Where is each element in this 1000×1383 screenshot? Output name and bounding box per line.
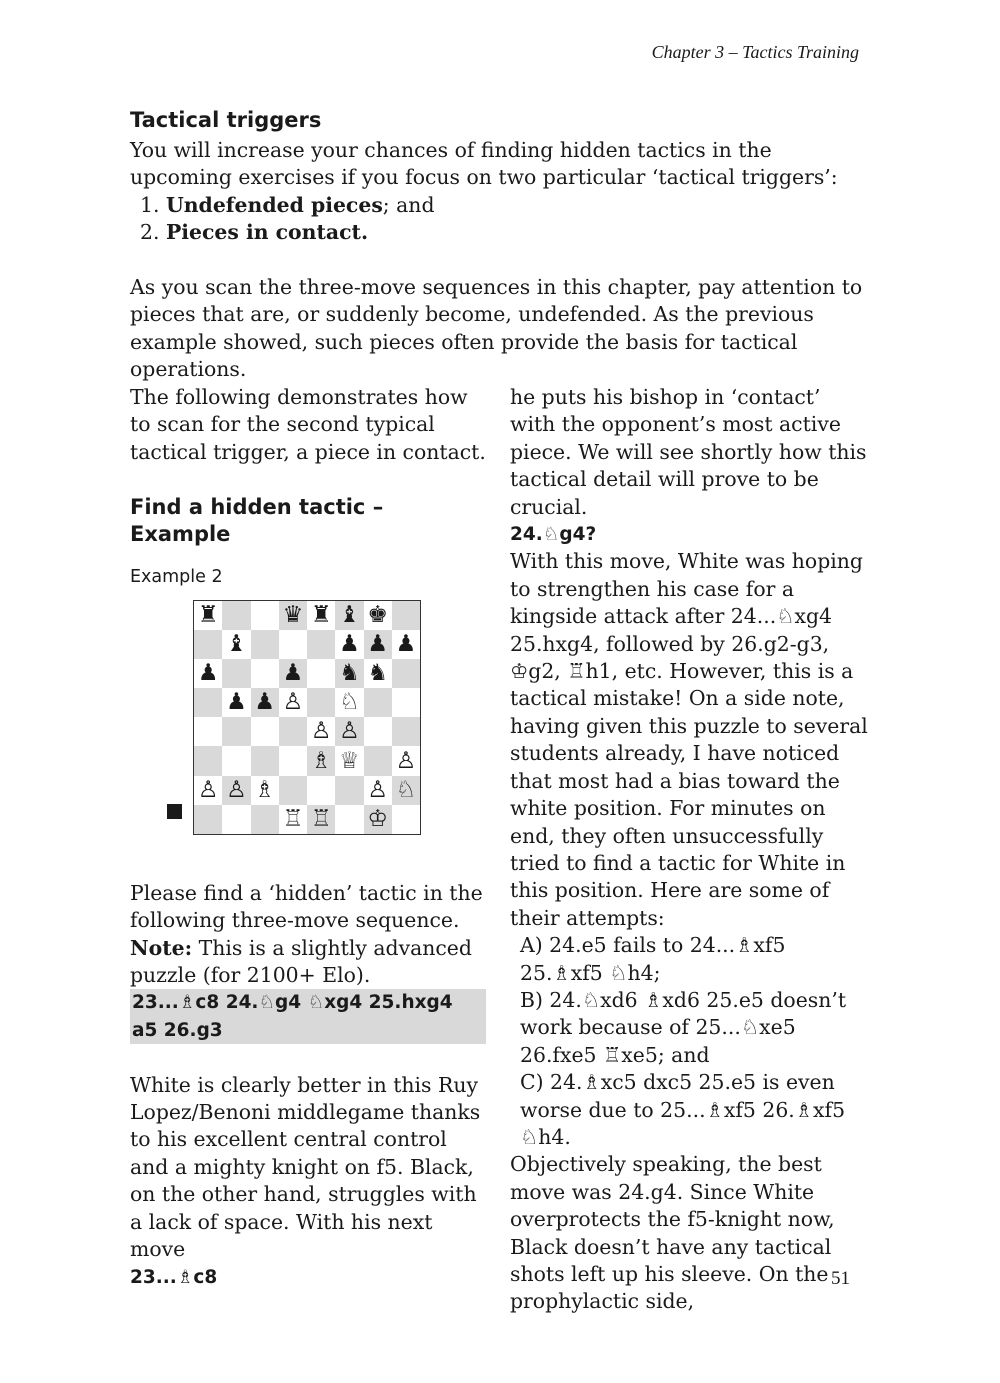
black-to-move-marker [167,804,182,819]
square-f7 [335,630,363,659]
chess-piece-icon: ♟ [395,631,417,658]
scan-paragraph: As you scan the three-move sequences in this chapter, pay attention to pieces that are, or suddenly become, undefended. As the previous example showed, such pieces often provide the basis for tactical operations. [130,275,863,382]
running-head: Chapter 3 – Tactics Training [651,42,859,62]
square-g1 [364,805,392,834]
right-paragraph-1: he puts his bishop in ‘contact’ with the opponent’s most active piece. We will see shortly how this tactical detail will prove to be crucial. [510,385,867,519]
chess-piece-icon: ♟ [282,660,304,687]
square-c5 [251,688,279,717]
right-paragraph-2: With this move, White was hoping to strengthen his case for a kingside attack after 24...♘xg4 25.hxg4, followed by 26.g2-g3, ♔g2, ♖h1, etc. However, this is a tactical mistake! On a side note, having given this puzzle to several students already, I have noticed that most had a bias toward the white position. For minutes on end, they often unsuccessfully tried to find a tactic for White in this position. Here are some of their attempts: [510,549,868,930]
option-a: A) 24.e5 fails to 24...♗xf5 25.♗xf5 ♘h4; [520,933,786,985]
square-g4 [364,717,392,746]
square-e7 [307,630,335,659]
square-h2 [392,776,420,805]
square-d2 [279,776,307,805]
chess-piece-icon: ♖ [282,805,304,832]
chess-piece-icon: ♟ [254,689,275,716]
trigger-list [130,192,870,247]
square-d3 [279,746,307,775]
option-b: B) 24.♘xd6 ♗xd6 25.e5 doesn’t work because of 25...♘xe5 26.fxe5 ♖xe5; and [520,987,847,1067]
chess-piece-icon: ♙ [367,776,388,803]
chess-board [193,600,421,835]
note-paragraph [130,935,490,990]
chess-piece-icon: ♜ [310,601,332,628]
square-e1 [307,805,335,834]
chess-piece-icon: ♞ [339,660,360,687]
option-c: C) 24.♗xc5 dxc5 25.e5 is even worse due to 25...♗xf5 26.♗xf5 ♘h4. [520,1070,846,1149]
intro-paragraph: You will increase your chances of finding hidden tactics in the upcoming exercises if you focus on two particular ‘tactical triggers’: [130,138,838,190]
square-b2 [222,776,250,805]
square-g7 [364,630,392,659]
square-b8 [222,601,250,630]
chess-piece-icon: ♟ [339,631,360,658]
left-column [130,384,490,1291]
list-number: 1. [140,192,160,217]
square-c1 [251,805,279,834]
square-c6 [251,659,279,688]
chess-diagram [130,592,490,880]
square-f5 [335,688,363,717]
list-item [130,192,870,219]
chess-piece-icon: ♘ [339,689,360,716]
move-24-ng4: 24.♘g4? [510,524,597,546]
square-a4 [194,717,222,746]
square-b3 [222,746,250,775]
square-f8 [335,601,363,630]
square-a2 [194,776,222,805]
chess-piece-icon: ♟ [367,631,388,658]
square-f3 [335,746,363,775]
square-f6 [335,659,363,688]
square-h7 [392,630,420,659]
square-e2 [307,776,335,805]
square-b4 [222,717,250,746]
square-g2 [364,776,392,805]
square-c2 [251,776,279,805]
square-a6 [194,659,222,688]
intro-block [130,137,870,384]
chess-piece-icon: ♜ [197,601,219,628]
trigger-bold: Pieces in contact. [165,220,369,245]
chess-piece-icon: ♙ [197,776,219,803]
left-paragraph-1: The following demonstrates how to scan for the second typical tactical trigger, a piece in contact. [130,385,486,464]
section-title: Tactical triggers [130,108,322,132]
square-h8 [392,601,420,630]
square-h5 [392,688,420,717]
square-f4 [335,717,363,746]
square-h6 [392,659,420,688]
square-c4 [251,717,279,746]
right-column [510,384,870,1316]
square-c8 [251,601,279,630]
square-b5 [222,688,250,717]
chess-piece-icon: ♞ [367,660,388,687]
square-g8 [364,601,392,630]
square-a1 [194,805,222,834]
list-number: 2. [140,220,160,245]
square-g3 [364,746,392,775]
right-paragraph-3: Objectively speaking, the best move was 24.g4. Since White overprotects the f5-knight now, Black doesn’t have any tactical shots left up his sleeve. On the prophylactic side, [510,1152,835,1314]
chess-piece-icon: ♗ [254,776,275,803]
example-heading: Find a hidden tactic – Example [130,494,384,547]
square-d1 [279,805,307,834]
square-c3 [251,746,279,775]
square-d7 [279,630,307,659]
chess-piece-icon: ♕ [339,747,360,774]
note-text: This is a slightly advanced puzzle (for 2100+ Elo). [130,935,472,988]
trigger-rest: ; and [382,192,435,217]
list-item [130,219,870,246]
square-b6 [222,659,250,688]
chess-piece-icon: ♛ [282,601,304,628]
square-g6 [364,659,392,688]
square-a5 [194,688,222,717]
square-b1 [222,805,250,834]
square-h4 [392,717,420,746]
chess-piece-icon: ♚ [367,601,388,628]
chess-piece-icon: ♖ [310,805,332,832]
chess-piece-icon: ♝ [339,601,360,628]
square-d5 [279,688,307,717]
square-c7 [251,630,279,659]
square-h3 [392,746,420,775]
chess-piece-icon: ♘ [395,776,417,803]
chess-piece-icon: ♝ [226,631,247,658]
page-number: 51 [831,1268,850,1289]
chess-piece-icon: ♙ [395,747,417,774]
move-23-bc8: 23...♗c8 [130,1266,218,1288]
square-h1 [392,805,420,834]
square-e3 [307,746,335,775]
chess-piece-icon: ♙ [282,689,304,716]
square-f1 [335,805,363,834]
move-sequence: 23...♗c8 24.♘g4 ♘xg4 25.hxg4 a5 26.g3 [130,989,486,1044]
square-e5 [307,688,335,717]
square-d4 [279,717,307,746]
chess-piece-icon: ♙ [339,718,360,745]
square-g5 [364,688,392,717]
square-f2 [335,776,363,805]
chess-piece-icon: ♔ [367,805,388,832]
trigger-bold: Undefended pieces [165,192,383,217]
square-a8 [194,601,222,630]
square-e6 [307,659,335,688]
square-b7 [222,630,250,659]
chess-piece-icon: ♟ [197,660,219,687]
chess-piece-icon: ♙ [310,718,332,745]
square-a3 [194,746,222,775]
square-d6 [279,659,307,688]
square-e8 [307,601,335,630]
chess-piece-icon: ♗ [310,747,332,774]
square-a7 [194,630,222,659]
square-e4 [307,717,335,746]
square-d8 [279,601,307,630]
diagram-caption: Example 2 [130,567,223,588]
chess-piece-icon: ♙ [226,776,247,803]
left-paragraph-2: Please find a ‘hidden’ tactic in the following three-move sequence. [130,880,483,933]
chess-piece-icon: ♟ [226,689,247,716]
left-paragraph-3: White is clearly better in this Ruy Lopez/Benoni middlegame thanks to his excellent central control and a mighty knight on f5. Black, on the other hand, struggles with a lack of space. With his next move [130,1072,481,1262]
note-label: Note: [130,935,193,960]
